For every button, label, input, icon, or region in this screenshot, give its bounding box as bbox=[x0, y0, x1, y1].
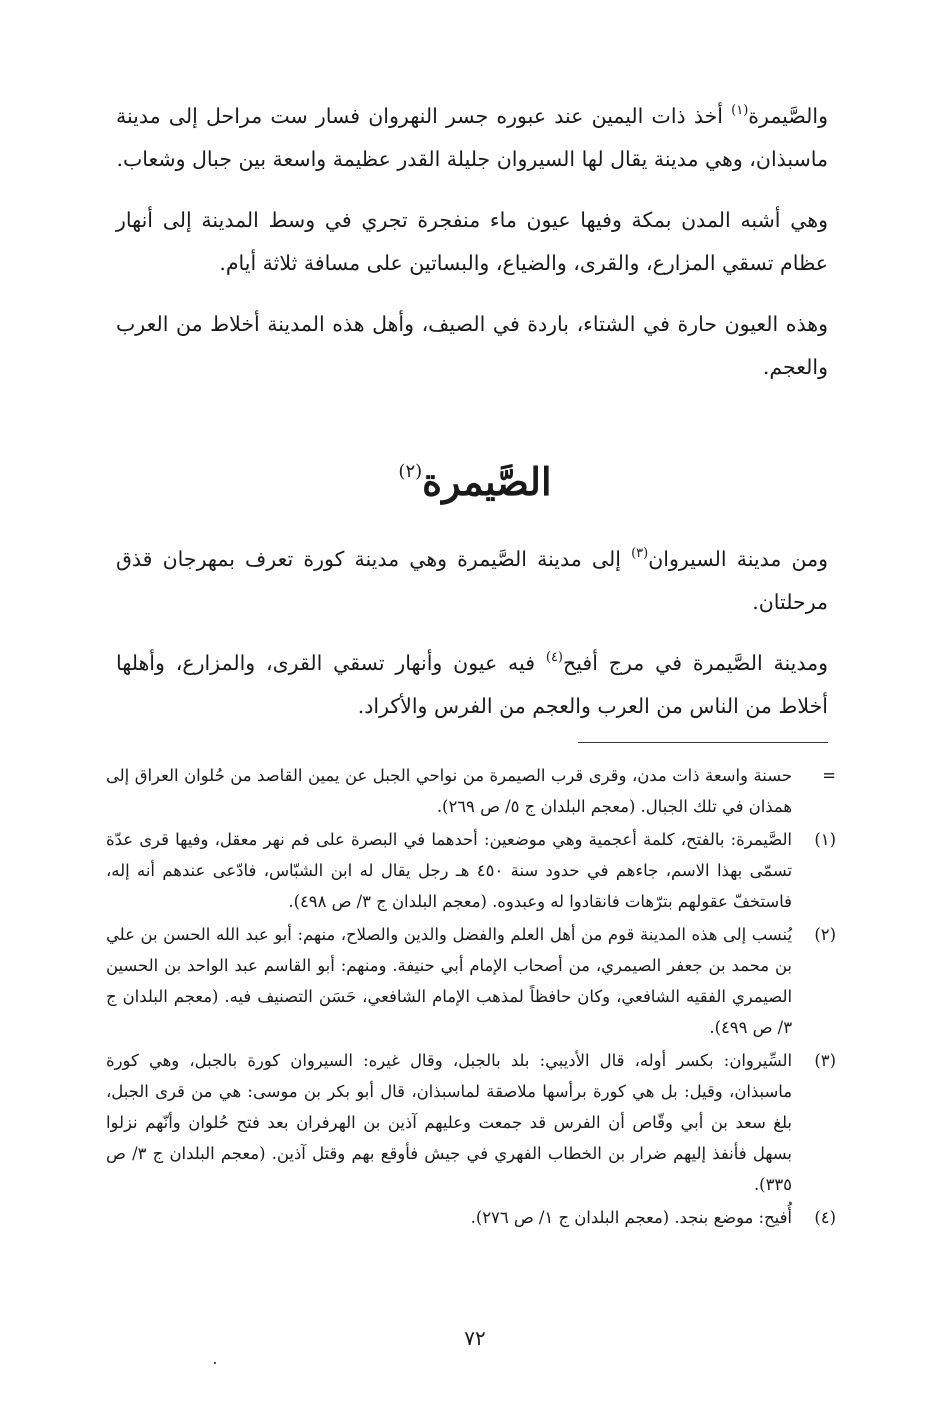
footnotes bbox=[106, 760, 836, 1235]
page-number: ٧٢ bbox=[464, 1326, 486, 1350]
paragraph-1: والصَّيمرة$^{(١)}$ أخذ ذات اليمين عند عبوره جسر النهروان فسار ست مراحل إلى مدينة ماسبذان، وهي مدينة يقال لها السيروان جليلة القدر عظيمة واسعة بين جبال وشعاب. bbox=[116, 103, 828, 171]
paragraph-3: وهذه العيون حارة في الشتاء، باردة في الصيف، وأهل هذه المدينة أخلاط من العرب والعجم. bbox=[116, 312, 828, 379]
footnote-text: يُنسب إلى هذه المدينة قوم من أهل العلم والفضل والدين والصلاح، منهم: أبو عبد الله الحسن بن علي بن محمد بن جعفر الصيمري، من أصحاب الإمام أبي حنيفة. ومنهم: أبو القاسم عبد الواحد بن الحسين الصيمري الفقيه الشافعي، وكان حافظاً لمذهب الإمام الشافعي، حَسَن التصنيف فيه. (معجم البلدان ج ٣/ ص ٤٩٩). bbox=[106, 925, 792, 1037]
footnote-ref-3[interactable]: (٣) bbox=[631, 546, 649, 561]
footnote-1 bbox=[106, 824, 836, 917]
footnote-ref-1[interactable]: (١) bbox=[731, 103, 749, 118]
footnote-mark: (٢) bbox=[814, 925, 836, 944]
footnote-text: السِّيروان: بكسر أوله، قال الأديبي: بلد بالجبل، وقال غيره: السيروان كورة بالجبل، وهي كورة ماسبذان، وقيل: بل هي كورة برأسها ملاصقة لماسبذان، قال أبو بكر بن موسى: هي من قرى الجبل، بلغ سعد بن أبي وقّاص أن الفرس قد جمعت وعليهم آذين بن الهرفران بعد فتح حُلوان وأنّهم نزلوا بسهل فأنفذ إليهم ضرار بن الخطاب الفهري في جيش فأوقع بهم وقتل آذين. (معجم البلدان ج ٣/ ص ٣٣٥). bbox=[106, 1051, 792, 1194]
footnote-2 bbox=[106, 919, 836, 1043]
footnote-mark: (١) bbox=[814, 830, 836, 849]
footnote-mark: = bbox=[822, 766, 836, 785]
footnote-text: حسنة واسعة ذات مدن، وقرى قرب الصيمرة من نواحي الجبل عن يمين القاصد من حُلوان العراق إلى همذان في تلك الجبال. (معجم البلدان ج ٥/ ص ٢٦٩). bbox=[106, 766, 792, 816]
footnote-3 bbox=[106, 1045, 836, 1200]
heading-text: الصَّيمرة bbox=[422, 459, 552, 504]
footnote-mark: (٤) bbox=[814, 1208, 836, 1227]
paragraph-5: ومدينة الصَّيمرة في مرج أفيح$^{(٤)}$ فيه عيون وأنهار تسقي القرى، والمزارع، وأهلها أخلاط من الناس من العرب والعجم من الفرس والأكراد. bbox=[116, 650, 828, 718]
footnote-continuation bbox=[106, 760, 836, 822]
paragraph-4: ومن مدينة السيروان$^{(٣)}$ إلى مدينة الصَّيمرة وهي مدينة كورة تعرف بمهرجان قذق مرحلتان. bbox=[116, 546, 828, 614]
paragraph-2: وهي أشبه المدن بمكة وفيها عيون ماء منفجرة تجري في وسط المدينة إلى أنهار عظام تسقي المزارع، والقرى، والضياع، والبساتين على مسافة ثلاثة أيام. bbox=[116, 208, 828, 275]
footnote-text: الصَّيمرة: بالفتح، كلمة أعجمية وهي موضعين: أحدهما في البصرة على فم نهر معقل، وفيها قرى عدّة تسمّى بهذا الاسم، جاءهم في حدود سنة ٤٥٠ هـ رجل يقال له ابن الشبّاس، فادّعى عندهم أنه إله، فاستخفّ عقولهم بترّهات فانقادوا له وعبدوه. (معجم البلدان ج ٣/ ص ٤٩٨). bbox=[106, 830, 792, 911]
footnote-ref-4[interactable]: (٤) bbox=[545, 650, 563, 665]
body-bottom bbox=[116, 538, 828, 740]
footnote-4 bbox=[106, 1202, 836, 1233]
heading-footnote-ref[interactable]: (٢) bbox=[398, 461, 423, 482]
body-top bbox=[116, 95, 828, 407]
section-heading bbox=[0, 452, 950, 512]
scan-speck bbox=[214, 1362, 216, 1364]
footnote-divider bbox=[578, 742, 828, 743]
footnote-mark: (٣) bbox=[814, 1051, 836, 1070]
footnote-text: أُفيح: موضع بنجد. (معجم البلدان ج ١/ ص ٢٧٦). bbox=[470, 1208, 792, 1227]
